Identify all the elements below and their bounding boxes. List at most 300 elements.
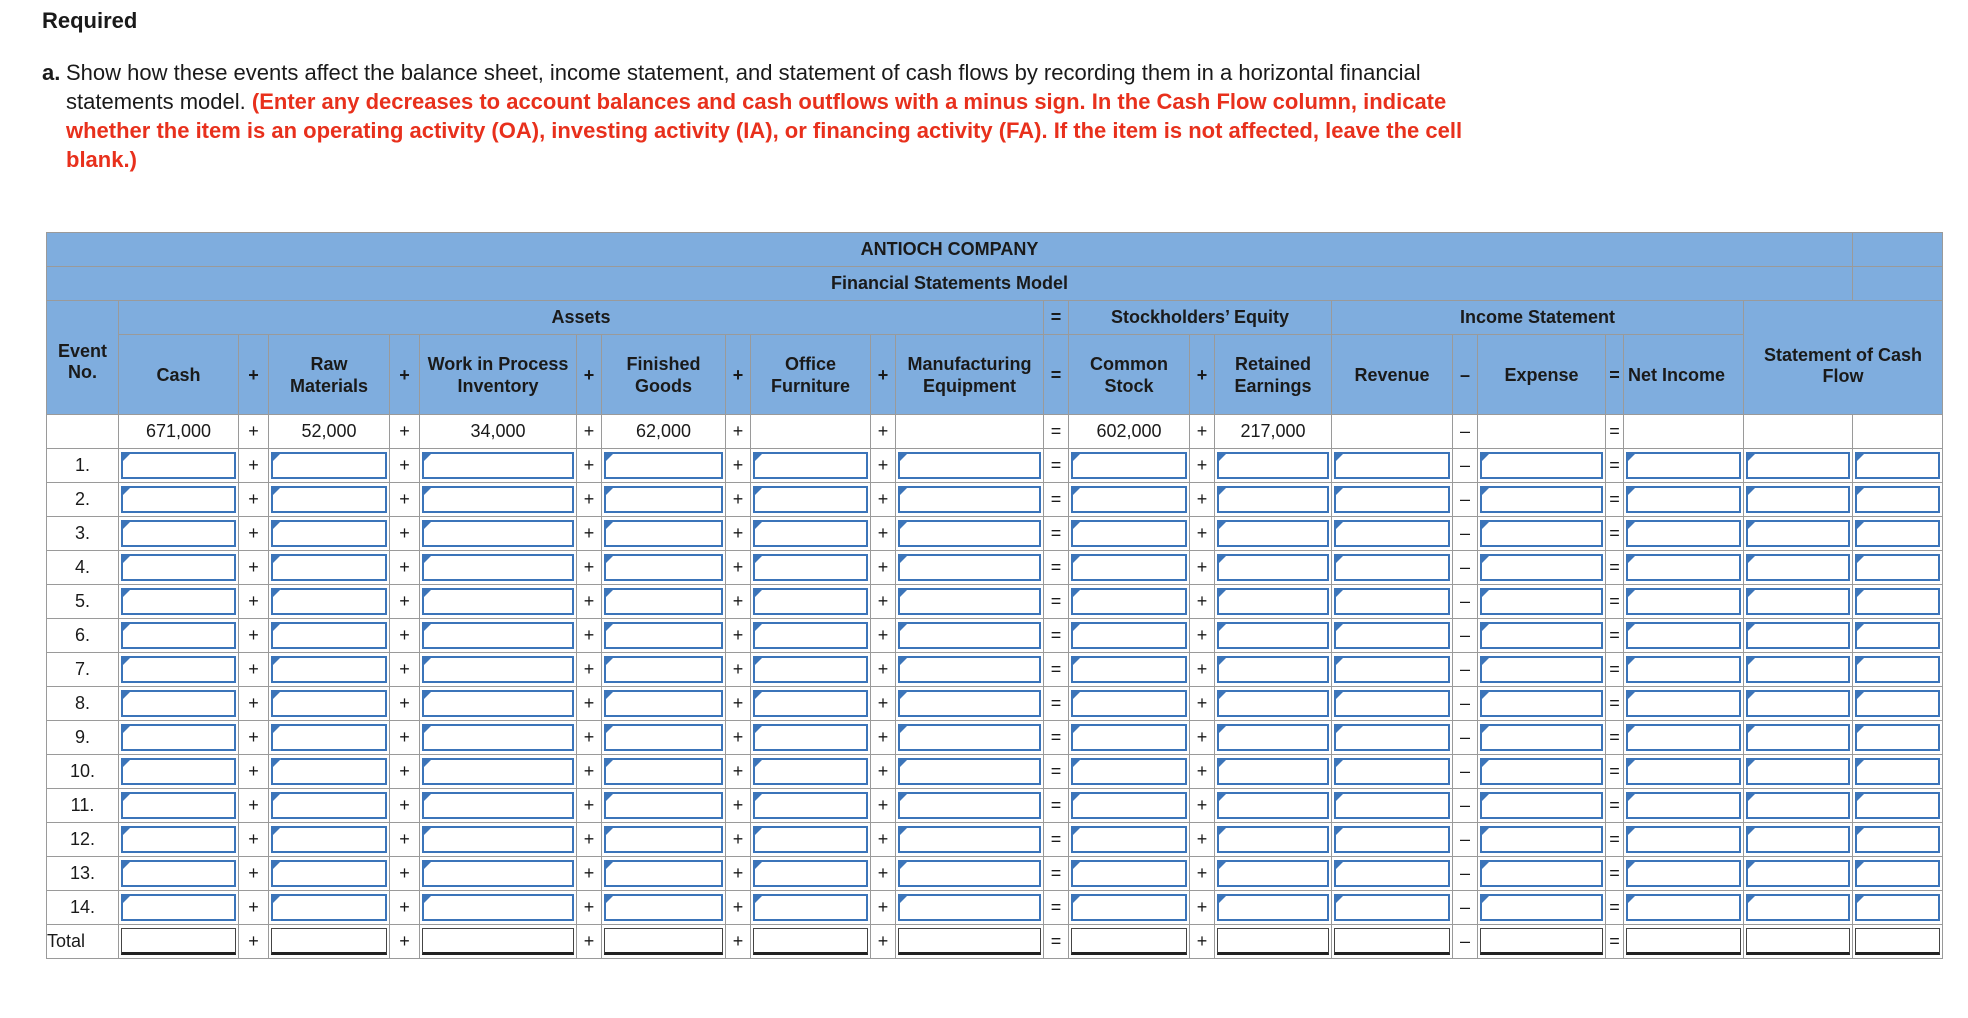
equals-sign: = xyxy=(1606,755,1624,789)
cash-input[interactable] xyxy=(121,690,236,717)
cash-flow-amount-cell xyxy=(1744,653,1853,687)
cash-flow-amount-input[interactable] xyxy=(1746,588,1850,615)
expense-input[interactable] xyxy=(1480,894,1603,921)
cash-flow-amount-input[interactable] xyxy=(1746,826,1850,853)
expense-input[interactable] xyxy=(1480,520,1603,547)
cash-flow-type-input[interactable] xyxy=(1855,894,1940,921)
expense-cell xyxy=(1478,721,1606,755)
revenue-input[interactable] xyxy=(1334,758,1450,785)
event-number: 7. xyxy=(47,653,119,687)
revenue-input[interactable] xyxy=(1334,724,1450,751)
office-furniture-input[interactable] xyxy=(753,860,868,887)
common-stock-cell xyxy=(1069,449,1190,483)
finished-goods-input[interactable] xyxy=(604,860,723,887)
cash-input[interactable] xyxy=(121,656,236,683)
event-number: 14. xyxy=(47,891,119,925)
common-stock-input[interactable] xyxy=(1071,622,1187,649)
expense-input[interactable] xyxy=(1480,656,1603,683)
plus-sign: + xyxy=(577,687,602,721)
net-income-input[interactable] xyxy=(1626,826,1741,853)
revenue-input[interactable] xyxy=(1334,486,1450,513)
raw-materials-input[interactable] xyxy=(271,724,387,751)
raw-materials-input[interactable] xyxy=(271,826,387,853)
cash-input[interactable] xyxy=(121,588,236,615)
cash-flow-amount-input[interactable] xyxy=(1746,758,1850,785)
finished-goods-input[interactable] xyxy=(604,826,723,853)
manufacturing-equipment-cell xyxy=(896,891,1044,925)
wip-input[interactable] xyxy=(422,486,574,513)
raw-materials-cell xyxy=(269,857,390,891)
manufacturing-equipment-input[interactable] xyxy=(898,928,1041,955)
finished-goods-input[interactable] xyxy=(604,520,723,547)
equals-sign: = xyxy=(1044,789,1069,823)
common-stock-input[interactable] xyxy=(1071,588,1187,615)
net-income-input[interactable] xyxy=(1626,486,1741,513)
revenue-input[interactable] xyxy=(1334,520,1450,547)
office-furniture-input[interactable] xyxy=(753,792,868,819)
net-income-input[interactable] xyxy=(1626,520,1741,547)
plus-sign: + xyxy=(577,585,602,619)
expense-input[interactable] xyxy=(1480,928,1603,955)
plus-sign: + xyxy=(577,483,602,517)
minus-sign: – xyxy=(1453,789,1478,823)
common-stock-input[interactable] xyxy=(1071,894,1187,921)
cash-input[interactable] xyxy=(121,758,236,785)
plus-sign: + xyxy=(726,823,751,857)
total-row xyxy=(47,925,1943,959)
cash-flow-type-input[interactable] xyxy=(1855,554,1940,581)
cash-input[interactable] xyxy=(121,724,236,751)
cash-flow-type-cell xyxy=(1853,449,1943,483)
finished-goods-input[interactable] xyxy=(604,486,723,513)
manufacturing-equipment-header: Manufacturing Equipment xyxy=(896,335,1044,415)
cash-flow-type-input[interactable] xyxy=(1855,520,1940,547)
expense-input[interactable] xyxy=(1480,554,1603,581)
manufacturing-equipment-input[interactable] xyxy=(898,792,1041,819)
beginning-balance-row xyxy=(47,415,1943,449)
net-income-input[interactable] xyxy=(1626,792,1741,819)
retained-earnings-cell xyxy=(1215,857,1332,891)
cash-flow-amount-input[interactable] xyxy=(1746,554,1850,581)
cash-flow-type-input[interactable] xyxy=(1855,622,1940,649)
plus-sign: + xyxy=(726,449,751,483)
cash-flow-type-input[interactable] xyxy=(1855,486,1940,513)
event-number xyxy=(47,415,119,449)
raw-materials-input[interactable] xyxy=(271,792,387,819)
finished-goods-input[interactable] xyxy=(604,656,723,683)
wip-input[interactable] xyxy=(422,656,574,683)
plus-sign: + xyxy=(239,551,269,585)
office-furniture-input[interactable] xyxy=(753,656,868,683)
net-income-input[interactable] xyxy=(1626,588,1741,615)
common-stock-input[interactable] xyxy=(1071,792,1187,819)
cash-input[interactable] xyxy=(121,554,236,581)
common-stock-input[interactable] xyxy=(1071,724,1187,751)
office-furniture-input[interactable] xyxy=(753,486,868,513)
minus-sign: – xyxy=(1453,551,1478,585)
cash-flow-type-input[interactable] xyxy=(1855,690,1940,717)
cash-flow-amount-input[interactable] xyxy=(1746,690,1850,717)
retained-earnings-input[interactable] xyxy=(1217,452,1329,479)
revenue-header: Revenue xyxy=(1332,335,1453,415)
cash-flow-type-input[interactable] xyxy=(1855,724,1940,751)
cash-flow-type-cell xyxy=(1853,891,1943,925)
retained-earnings-input[interactable] xyxy=(1217,928,1329,955)
office-furniture-cell xyxy=(751,619,871,653)
cash-flow-type-input[interactable] xyxy=(1855,826,1940,853)
cash-flow-amount-input[interactable] xyxy=(1746,894,1850,921)
net-income-input[interactable] xyxy=(1626,860,1741,887)
office-furniture-input[interactable] xyxy=(753,452,868,479)
finished-goods-input[interactable] xyxy=(604,894,723,921)
raw-materials-input[interactable] xyxy=(271,588,387,615)
plus-sign: + xyxy=(1190,687,1215,721)
cash-flow-type-input[interactable] xyxy=(1855,860,1940,887)
raw-materials-cell xyxy=(269,517,390,551)
wip-input[interactable] xyxy=(422,860,574,887)
finished-goods-input[interactable] xyxy=(604,928,723,955)
net-income-input[interactable] xyxy=(1626,622,1741,649)
cash-cell xyxy=(119,585,239,619)
net-income-cell xyxy=(1624,483,1744,517)
expense-cell xyxy=(1478,517,1606,551)
finished-goods-input[interactable] xyxy=(604,792,723,819)
plus-sign: + xyxy=(1190,517,1215,551)
office-furniture-input[interactable] xyxy=(753,588,868,615)
revenue-input[interactable] xyxy=(1334,588,1450,615)
net-income-input[interactable] xyxy=(1626,656,1741,683)
cash-flow-type-input[interactable] xyxy=(1855,588,1940,615)
common-stock-input[interactable] xyxy=(1071,656,1187,683)
cash-flow-type-input[interactable] xyxy=(1855,928,1940,955)
plus-sign: + xyxy=(239,925,269,959)
retained-earnings-input[interactable] xyxy=(1217,792,1329,819)
cash-flow-amount-cell xyxy=(1744,619,1853,653)
raw-materials-input[interactable] xyxy=(271,894,387,921)
plus-sign: + xyxy=(390,789,420,823)
plus-sign: + xyxy=(577,619,602,653)
revenue-input[interactable] xyxy=(1334,690,1450,717)
net-income-input[interactable] xyxy=(1626,894,1741,921)
wip-input[interactable] xyxy=(422,588,574,615)
wip-input[interactable] xyxy=(422,724,574,751)
wip-input[interactable] xyxy=(422,690,574,717)
cash-flow-type-cell xyxy=(1853,585,1943,619)
manufacturing-equipment-input[interactable] xyxy=(898,860,1041,887)
cash-flow-type-input[interactable] xyxy=(1855,792,1940,819)
cash-input[interactable] xyxy=(121,860,236,887)
raw-materials-input[interactable] xyxy=(271,520,387,547)
office-furniture-cell xyxy=(751,687,871,721)
expense-input[interactable] xyxy=(1480,588,1603,615)
office-furniture-input[interactable] xyxy=(753,928,868,955)
raw-materials-input[interactable] xyxy=(271,452,387,479)
wip-cell xyxy=(420,721,577,755)
plus-sign: + xyxy=(577,517,602,551)
office-furniture-input[interactable] xyxy=(753,758,868,785)
retained-earnings-input[interactable] xyxy=(1217,622,1329,649)
revenue-cell xyxy=(1332,449,1453,483)
manufacturing-equipment-input[interactable] xyxy=(898,724,1041,751)
retained-earnings-input[interactable] xyxy=(1217,690,1329,717)
cash-input[interactable] xyxy=(121,520,236,547)
office-furniture-input[interactable] xyxy=(753,894,868,921)
retained-earnings-input[interactable] xyxy=(1217,656,1329,683)
plus-sign: + xyxy=(239,687,269,721)
plus-sign: + xyxy=(726,483,751,517)
retained-earnings-input[interactable] xyxy=(1217,758,1329,785)
equals-sign: = xyxy=(1606,789,1624,823)
raw-materials-input[interactable] xyxy=(271,758,387,785)
wip-input[interactable] xyxy=(422,928,574,955)
event-row xyxy=(47,483,1943,517)
plus-sign: + xyxy=(726,687,751,721)
wip-input[interactable] xyxy=(422,826,574,853)
cash-cell xyxy=(119,483,239,517)
retained-earnings-input[interactable] xyxy=(1217,860,1329,887)
equals-sign: = xyxy=(1606,687,1624,721)
office-furniture-cell xyxy=(751,585,871,619)
cash-flow-amount-input[interactable] xyxy=(1746,724,1850,751)
revenue-cell xyxy=(1332,551,1453,585)
header-blank-cell xyxy=(1853,267,1943,301)
retained-earnings-input[interactable] xyxy=(1217,894,1329,921)
raw-materials-input[interactable] xyxy=(271,690,387,717)
plus-sign: + xyxy=(577,857,602,891)
cash-flow-header: Statement of Cash Flow xyxy=(1744,301,1943,415)
common-stock-input[interactable] xyxy=(1071,520,1187,547)
finished-goods-input[interactable] xyxy=(604,758,723,785)
revenue-input[interactable] xyxy=(1334,656,1450,683)
common-stock-input[interactable] xyxy=(1071,690,1187,717)
wip-input[interactable] xyxy=(422,520,574,547)
expense-cell xyxy=(1478,687,1606,721)
revenue-input[interactable] xyxy=(1334,554,1450,581)
retained-earnings-cell xyxy=(1215,721,1332,755)
cash-flow-type-cell xyxy=(1853,789,1943,823)
plus-sign: + xyxy=(390,335,420,415)
revenue-input[interactable] xyxy=(1334,452,1450,479)
manufacturing-equipment-input[interactable] xyxy=(898,554,1041,581)
retained-earnings-input[interactable] xyxy=(1217,826,1329,853)
finished-goods-input[interactable] xyxy=(604,554,723,581)
plus-sign: + xyxy=(871,415,896,449)
equals-sign: = xyxy=(1044,449,1069,483)
revenue-cell xyxy=(1332,755,1453,789)
plus-sign: + xyxy=(390,925,420,959)
retained-earnings-cell xyxy=(1215,823,1332,857)
equals-sign: = xyxy=(1044,335,1069,415)
wip-cell xyxy=(420,551,577,585)
plus-sign: + xyxy=(1190,925,1215,959)
office-furniture-cell xyxy=(751,449,871,483)
office-furniture-input[interactable] xyxy=(753,724,868,751)
manufacturing-equipment-input[interactable] xyxy=(898,894,1041,921)
finished-goods-input[interactable] xyxy=(604,588,723,615)
common-stock-input[interactable] xyxy=(1071,758,1187,785)
net-income-cell xyxy=(1624,517,1744,551)
raw-materials-input[interactable] xyxy=(271,622,387,649)
retained-earnings-cell xyxy=(1215,653,1332,687)
cash-flow-amount-input[interactable] xyxy=(1746,792,1850,819)
common-stock-input[interactable] xyxy=(1071,928,1187,955)
cash-flow-amount-input[interactable] xyxy=(1746,928,1850,955)
cash-input[interactable] xyxy=(121,622,236,649)
expense-input[interactable] xyxy=(1480,758,1603,785)
finished-goods-cell xyxy=(602,619,726,653)
raw-materials-input[interactable] xyxy=(271,486,387,513)
finished-goods-input[interactable] xyxy=(604,622,723,649)
company-name: ANTIOCH COMPANY xyxy=(47,233,1853,267)
plus-sign: + xyxy=(871,335,896,415)
plus-sign: + xyxy=(577,891,602,925)
cash-flow-amount-input[interactable] xyxy=(1746,486,1850,513)
revenue-input[interactable] xyxy=(1334,826,1450,853)
wip-cell xyxy=(420,789,577,823)
revenue-input[interactable] xyxy=(1334,792,1450,819)
manufacturing-equipment-cell xyxy=(896,755,1044,789)
equity-group-header: Stockholders’ Equity xyxy=(1069,301,1332,335)
common-stock-input[interactable] xyxy=(1071,486,1187,513)
cash-input[interactable] xyxy=(121,486,236,513)
office-furniture-input[interactable] xyxy=(753,690,868,717)
revenue-input[interactable] xyxy=(1334,622,1450,649)
cash-flow-type-input[interactable] xyxy=(1855,452,1940,479)
revenue-cell xyxy=(1332,721,1453,755)
manufacturing-equipment-input[interactable] xyxy=(898,520,1041,547)
expense-input[interactable] xyxy=(1480,860,1603,887)
office-furniture-input[interactable] xyxy=(753,520,868,547)
retained-earnings-input[interactable] xyxy=(1217,724,1329,751)
expense-input[interactable] xyxy=(1480,452,1603,479)
manufacturing-equipment-input[interactable] xyxy=(898,486,1041,513)
expense-input[interactable] xyxy=(1480,622,1603,649)
common-stock-input[interactable] xyxy=(1071,554,1187,581)
equals-sign: = xyxy=(1044,891,1069,925)
finished-goods-input[interactable] xyxy=(604,690,723,717)
plus-sign: + xyxy=(390,891,420,925)
plus-sign: + xyxy=(239,449,269,483)
plus-sign: + xyxy=(577,551,602,585)
plus-sign: + xyxy=(577,823,602,857)
wip-input[interactable] xyxy=(422,622,574,649)
cash-input[interactable] xyxy=(121,928,236,955)
raw-materials-input[interactable] xyxy=(271,656,387,683)
plus-sign: + xyxy=(239,517,269,551)
net-income-input[interactable] xyxy=(1626,690,1741,717)
net-income-input[interactable] xyxy=(1626,758,1741,785)
manufacturing-equipment-input[interactable] xyxy=(898,622,1041,649)
plus-sign: + xyxy=(871,789,896,823)
manufacturing-equipment-input[interactable] xyxy=(898,758,1041,785)
office-furniture-input[interactable] xyxy=(753,826,868,853)
common-stock-input[interactable] xyxy=(1071,860,1187,887)
cash-flow-amount-input[interactable] xyxy=(1746,860,1850,887)
manufacturing-equipment-input[interactable] xyxy=(898,690,1041,717)
plus-sign: + xyxy=(871,687,896,721)
minus-sign: – xyxy=(1453,857,1478,891)
net-income-input[interactable] xyxy=(1626,724,1741,751)
expense-input[interactable] xyxy=(1480,724,1603,751)
net-income-cell xyxy=(1624,755,1744,789)
revenue-input[interactable] xyxy=(1334,928,1450,955)
cash-header: Cash xyxy=(119,335,239,415)
wip-input[interactable] xyxy=(422,452,574,479)
cash-flow-amount-input[interactable] xyxy=(1746,656,1850,683)
revenue-input[interactable] xyxy=(1334,894,1450,921)
raw-materials-input[interactable] xyxy=(271,860,387,887)
event-number: 3. xyxy=(47,517,119,551)
raw-materials-input[interactable] xyxy=(271,928,387,955)
retained-earnings-input[interactable] xyxy=(1217,486,1329,513)
cash-flow-amount-cell xyxy=(1744,755,1853,789)
manufacturing-equipment-input[interactable] xyxy=(898,656,1041,683)
event-number: 1. xyxy=(47,449,119,483)
wip-cell xyxy=(420,891,577,925)
net-income-input[interactable] xyxy=(1626,554,1741,581)
plus-sign: + xyxy=(726,653,751,687)
cash-input[interactable] xyxy=(121,894,236,921)
net-income-input[interactable] xyxy=(1626,928,1741,955)
common-stock-input[interactable] xyxy=(1071,826,1187,853)
office-furniture-cell xyxy=(751,755,871,789)
net-income-cell xyxy=(1624,585,1744,619)
expense-input[interactable] xyxy=(1480,690,1603,717)
cash-flow-amount-input[interactable] xyxy=(1746,520,1850,547)
finished-goods-input[interactable] xyxy=(604,724,723,751)
expense-input[interactable] xyxy=(1480,792,1603,819)
cash-flow-type-input[interactable] xyxy=(1855,758,1940,785)
raw-materials-cell xyxy=(269,619,390,653)
plus-sign: + xyxy=(1190,857,1215,891)
manufacturing-equipment-input[interactable] xyxy=(898,588,1041,615)
manufacturing-equipment-input[interactable] xyxy=(898,826,1041,853)
wip-input[interactable] xyxy=(422,758,574,785)
equals-sign: = xyxy=(1606,857,1624,891)
cash-input[interactable] xyxy=(121,826,236,853)
event-no-header: Event No. xyxy=(47,301,119,415)
revenue-cell xyxy=(1332,619,1453,653)
cash-input[interactable] xyxy=(121,792,236,819)
event-number: 6. xyxy=(47,619,119,653)
finished-goods-input[interactable] xyxy=(604,452,723,479)
office-furniture-input[interactable] xyxy=(753,622,868,649)
manufacturing-equipment-input[interactable] xyxy=(898,452,1041,479)
wip-input[interactable] xyxy=(422,554,574,581)
cash-flow-amount-input[interactable] xyxy=(1746,452,1850,479)
expense-input[interactable] xyxy=(1480,826,1603,853)
cash-flow-type-cell xyxy=(1853,721,1943,755)
cash-flow-type-input[interactable] xyxy=(1855,656,1940,683)
cash-flow-amount-input[interactable] xyxy=(1746,622,1850,649)
event-row xyxy=(47,789,1943,823)
plus-sign: + xyxy=(871,653,896,687)
expense-input[interactable] xyxy=(1480,486,1603,513)
revenue-input[interactable] xyxy=(1334,860,1450,887)
wip-input[interactable] xyxy=(422,894,574,921)
plus-sign: + xyxy=(726,517,751,551)
retained-earnings-input[interactable] xyxy=(1217,520,1329,547)
net-income-input[interactable] xyxy=(1626,452,1741,479)
office-furniture-input[interactable] xyxy=(753,554,868,581)
raw-materials-input[interactable] xyxy=(271,554,387,581)
common-stock-input[interactable] xyxy=(1071,452,1187,479)
cash-flow-type-beginning xyxy=(1853,415,1943,449)
retained-earnings-input[interactable] xyxy=(1217,554,1329,581)
retained-earnings-input[interactable] xyxy=(1217,588,1329,615)
wip-input[interactable] xyxy=(422,792,574,819)
cash-input[interactable] xyxy=(121,452,236,479)
